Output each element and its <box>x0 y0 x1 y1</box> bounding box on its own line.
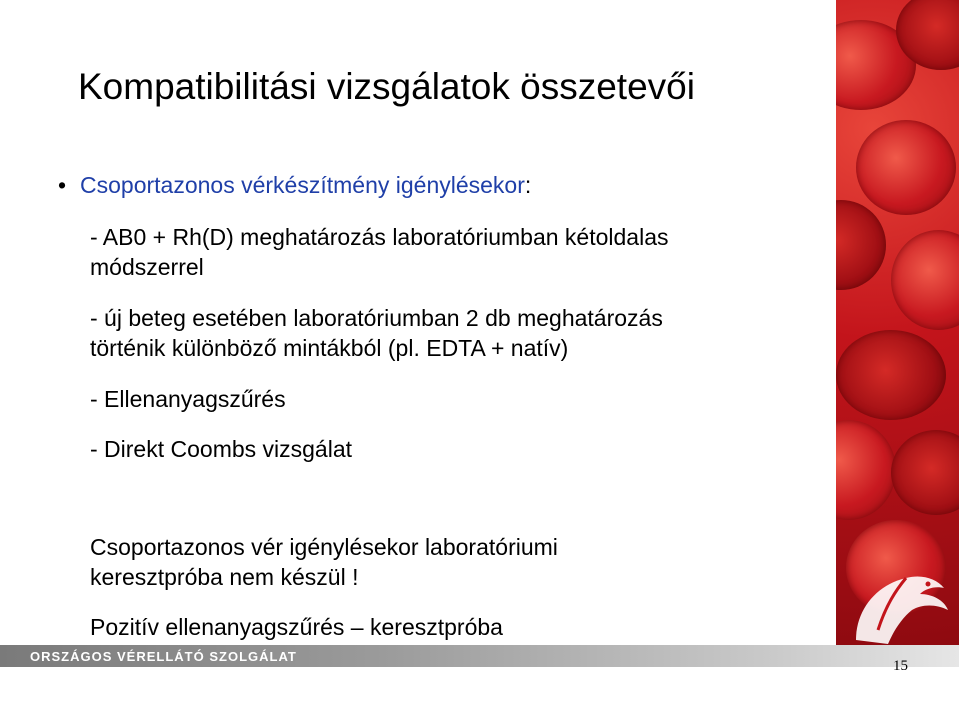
list-item-line: - Ellenanyagszűrés <box>90 386 286 412</box>
list-item-antibody-screen <box>90 384 286 414</box>
note-positive-screen <box>90 612 503 642</box>
slide-title: Kompatibilitási vizsgálatok összetevői <box>78 66 695 107</box>
page-number: 15 <box>893 658 908 674</box>
footer-org-name: ORSZÁGOS VÉRELLÁTÓ SZOLGÁLAT <box>30 649 297 664</box>
list-item-line: - Direkt Coombs vizsgálat <box>90 436 353 462</box>
bullet-heading-text: Csoportazonos vérkészítmény igénylésekor <box>80 172 525 198</box>
bullet-heading <box>58 172 531 199</box>
list-item-direct-coombs <box>90 434 352 464</box>
note-line: Pozitív ellenanyagszűrés – keresztpróba <box>90 614 503 640</box>
list-item-new-patient <box>90 303 663 363</box>
list-item-line: történik különböző mintákból (pl. EDTA + natív) <box>90 335 569 361</box>
list-item-line: módszerrel <box>90 254 204 280</box>
note-line: keresztpróba nem készül ! <box>90 564 359 590</box>
list-item-line: - új beteg esetében laboratóriumban 2 db meghatározás <box>90 305 663 331</box>
note-line: Csoportazonos vér igénylésekor laboratóriumi <box>90 534 558 560</box>
note-crossmatch <box>90 532 558 592</box>
bullet-heading-colon: : <box>524 172 532 198</box>
bullet-dot-icon: • <box>58 172 67 198</box>
list-item-abo-rhd <box>90 222 669 282</box>
red-blood-cell-band <box>836 0 959 645</box>
list-item-line: - AB0 + Rh(D) meghatározás laboratóriumban kétoldalas <box>90 224 669 250</box>
pelican-logo-icon <box>836 560 959 650</box>
